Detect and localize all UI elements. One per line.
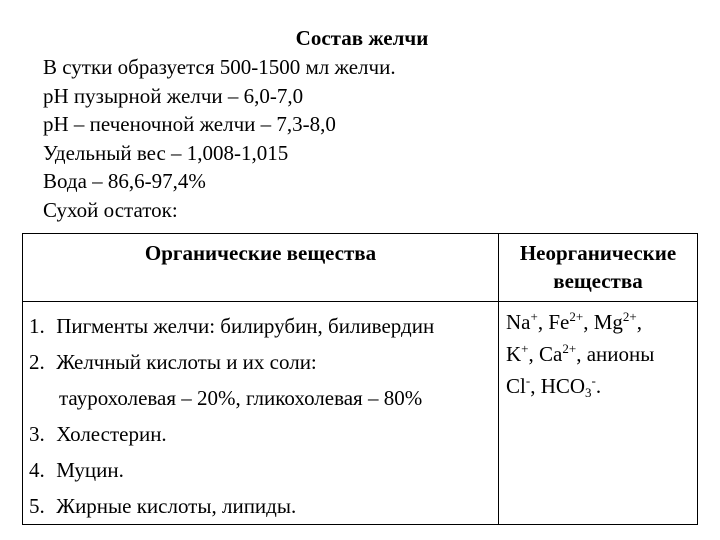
info-line-daily-volume: В сутки образуется 500-1500 мл желчи. <box>43 55 396 79</box>
inorganic-line-3 <box>506 370 697 402</box>
header-inorganic-line2: вещества <box>553 269 643 293</box>
list-item <box>29 416 498 452</box>
separator: , <box>530 374 541 398</box>
list-item-text: таурохолевая – 20%, гликохолевая – 80% <box>59 386 423 410</box>
info-line-water: Вода – 86,6-97,4% <box>43 169 206 193</box>
header-inorganic-line1: Неорганические <box>519 241 677 265</box>
info-line-ph-bladder: рН пузырной желчи – 6,0-7,0 <box>43 83 304 108</box>
ion-fe: Fe <box>548 310 570 334</box>
ion-fe-charge: 2+ <box>569 309 584 324</box>
list-item-number: 4. <box>29 458 45 482</box>
list-item-number: 3. <box>29 422 45 446</box>
list-item-text: Жирные кислоты, липиды. <box>56 494 297 518</box>
ion-hco3-subscript: 3 <box>585 385 592 400</box>
title-text: Состав желчи <box>295 26 429 50</box>
list-item-text: Муцин. <box>56 458 124 482</box>
list-item-text: Желчный кислоты и их соли: <box>56 350 317 374</box>
list-item-number: 2. <box>29 350 45 374</box>
table-header-row <box>23 234 698 302</box>
inorganic-line-1 <box>506 306 697 338</box>
composition-table <box>22 233 698 525</box>
page-title <box>0 25 720 51</box>
inorganic-line-2 <box>506 338 697 370</box>
list-item-text: Пигменты желчи: билирубин, биливердин <box>56 314 435 338</box>
ion-k-charge: + <box>521 341 529 356</box>
separator: , <box>537 310 549 334</box>
list-item <box>29 344 498 380</box>
ion-cl: Cl <box>506 374 526 398</box>
list-item <box>29 452 498 488</box>
ion-ca-charge: 2+ <box>562 341 577 356</box>
ion-mg: Mg <box>593 310 623 334</box>
list-item-number: 5. <box>29 494 45 518</box>
ion-hco3-charge: - <box>591 373 596 388</box>
info-line-dry-residue: Сухой остаток: <box>43 197 178 222</box>
list-item <box>29 308 498 344</box>
info-line-specific-gravity: Удельный вес – 1,008-1,015 <box>43 140 289 165</box>
ion-cl-charge: - <box>525 373 531 388</box>
separator: . <box>595 374 602 398</box>
list-item-continuation <box>29 380 498 416</box>
list-item <box>29 488 498 524</box>
info-line-ph-liver: рН – печеночной желчи – 7,3-8,0 <box>43 112 336 136</box>
list-item-text: Холестерин. <box>56 422 167 446</box>
separator: , <box>583 310 594 334</box>
ion-ca: Ca <box>539 342 563 366</box>
header-organic: Органические вещества <box>23 234 499 302</box>
info-block <box>43 53 396 224</box>
ion-k: K <box>506 342 522 366</box>
ion-na: Na <box>506 310 531 334</box>
table-body-row <box>23 302 698 525</box>
list-item-number: 1. <box>29 314 45 338</box>
organic-list <box>23 302 499 525</box>
separator: , <box>636 310 642 334</box>
anions-label: , анионы <box>576 342 655 366</box>
inorganic-list <box>499 302 698 525</box>
separator: , <box>528 342 540 366</box>
ion-mg-charge: 2+ <box>622 309 637 324</box>
ion-na-charge: + <box>530 309 538 324</box>
header-inorganic <box>499 234 698 302</box>
ion-hco3: HCO <box>540 374 586 398</box>
